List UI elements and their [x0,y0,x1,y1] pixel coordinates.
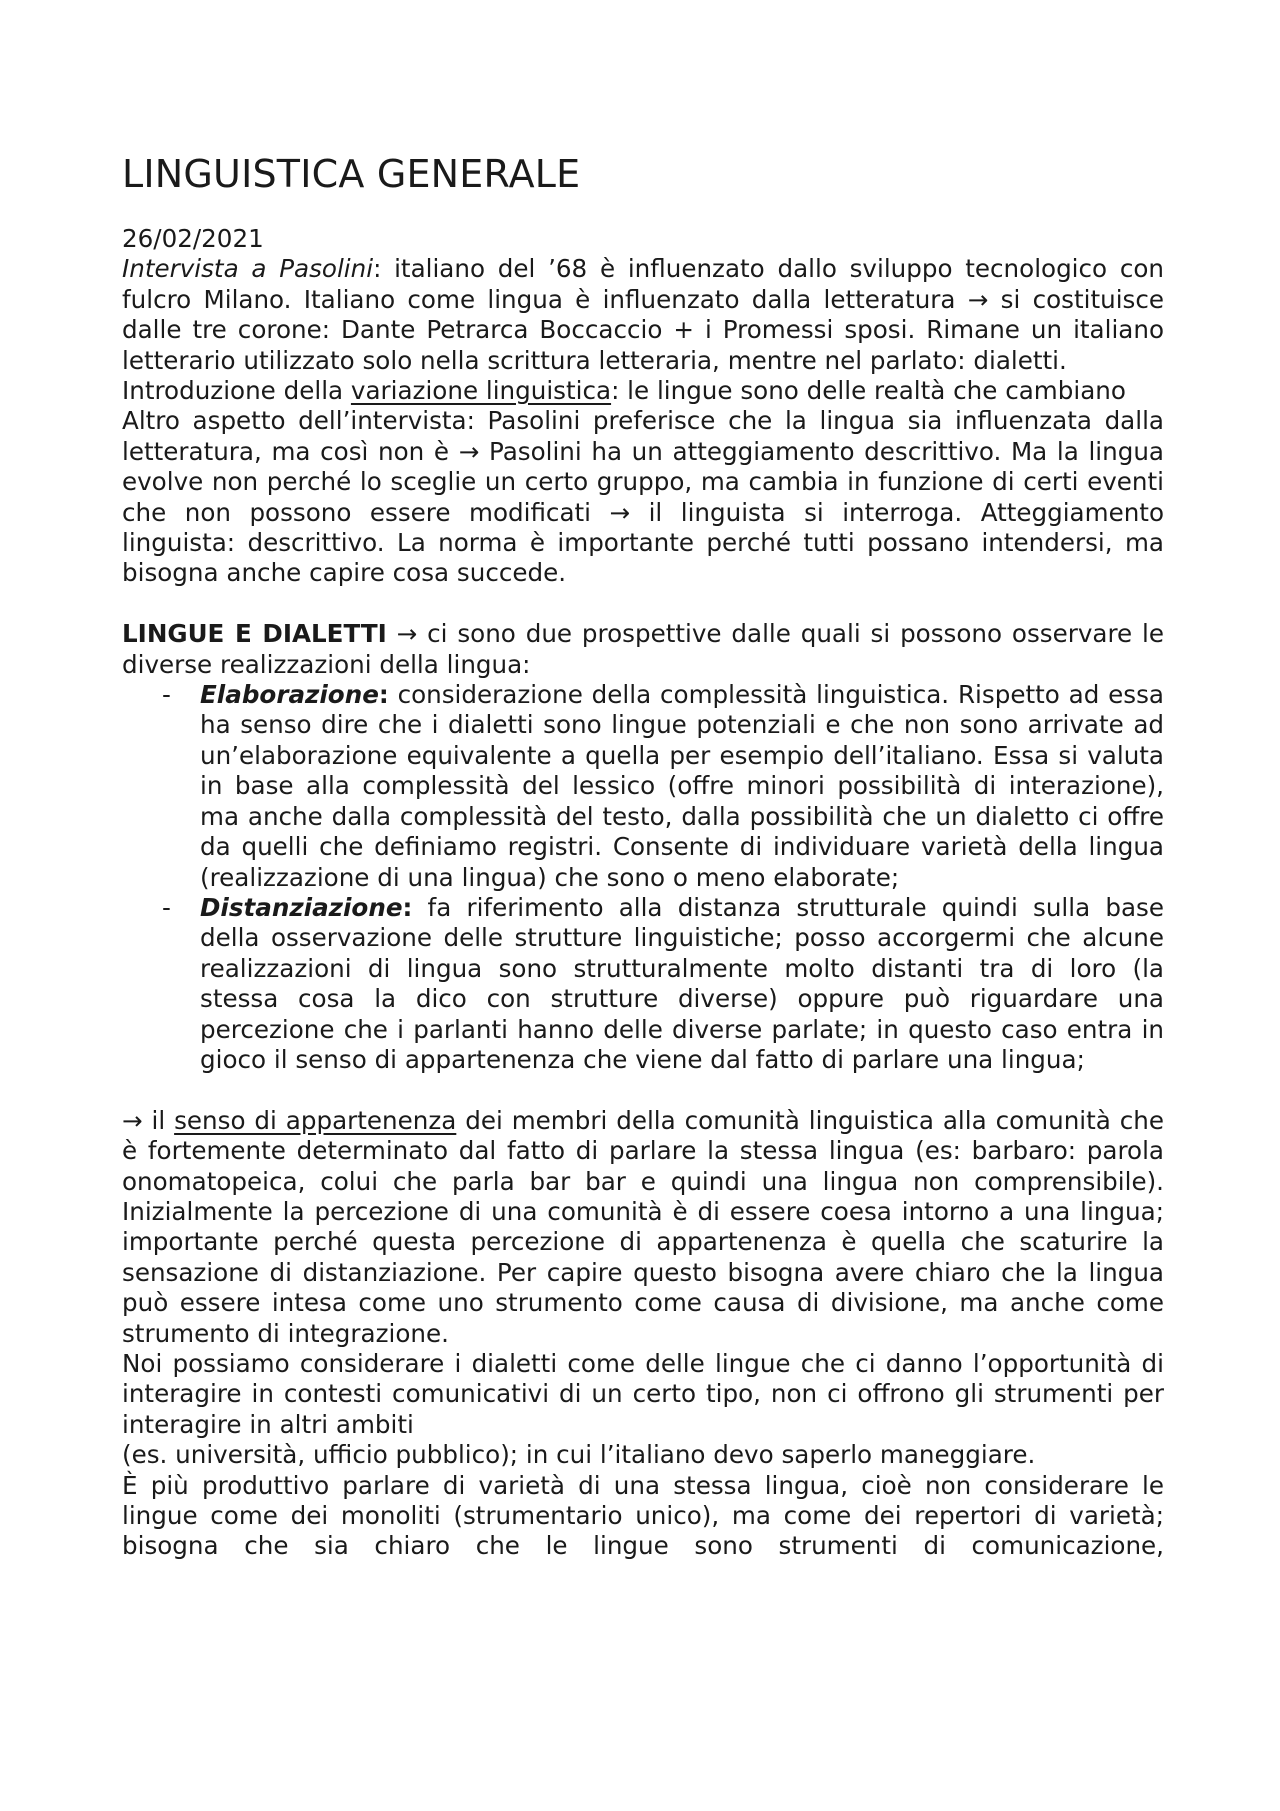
intro-paragraph [122,254,1164,376]
variazione-paragraph [122,376,1164,406]
variazione-after: : le lingue sono delle realtà che cambiano [611,376,1126,406]
appartenenza-text: dei membri della comunità linguistica alla comunità che è fortemente determinato dal fatto di parlare la stessa lingua (es: barbaro: parola onomatopeica, colui che parla bar bar e quindi una lingua non comprensibile). Inizialmente la percezione di una comunità è di essere coesa intorno a una lingua; importante perché questa percezione di appartenenza è quella che scaturire la sensazione di distanziazione. Per capire questo bisogna avere chiaro che la lingua può essere intesa come uno strumento come causa di divisione, ma anche come strumento di integrazione. [122,1105,1164,1348]
list-item [122,680,1164,893]
intro-text: : italiano del ’68 è influenzato dallo sviluppo tecnologico con fulcro Milano. Italiano come lingua è influenzato dalla letteratura → si costituisce dalle tre corone: Dante Petrarca Boccaccio + i Promessi sposi. Rimane un italiano letterario utilizzato solo nella scrittura letteraria, mentre nel parlato: dialetti. [122,254,1164,375]
item-term: Distanziazione [200,892,403,922]
section-intro-paragraph [122,619,1164,680]
variazione-before: Introduzione della [122,376,351,406]
perspectives-list [122,680,1164,1075]
item-text: considerazione della complessità linguistica. Rispetto ad essa ha senso dire che i dialetti sono lingue potenziali e che non sono arrivate ad un’elaborazione equivalente a quella per esempio dell’italiano. Essa si valuta in base alla complessità del lessico (offre minori possibilità di interazione), ma anche dalla complessità del testo, dalla possibilità che un dialetto ci offre da quelli che definiamo registri. Consente di individuare varietà della lingua (realizzazione di una lingua) che sono o meno elaborate; [200,680,1164,892]
dialetti-continuation: (es. università, ufficio pubblico); in cui l’italiano devo saperlo maneggiare. [122,1440,1036,1470]
document-title: LINGUISTICA GENERALE [122,152,581,196]
varieta-paragraph: È più produttivo parlare di varietà di una stessa lingua, cioè non considerare le lingue come dei monoliti (strumentario unico), ma come dei repertori di varietà; bisogna che sia chiaro che le lingue sono strumenti di comunicazione, [122,1470,1164,1561]
section-text: → ci sono due prospettive dalle quali si possono osservare le diverse realizzazioni della lingua: [122,619,1164,679]
item-colon: : [378,680,389,710]
aspetto-paragraph: Altro aspetto dell’intervista: Pasolini preferisce che la lingua sia influenzata dalla letteratura, ma così non è → Pasolini ha un atteggiamento descrittivo. Ma la lingua evolve non perché lo sceglie un certo gruppo, ma cambia in funzione di certi eventi che non possono essere modificati → il linguista si interroga. Atteggiamento linguista: descrittivo. La norma è importante perché tutti possano intendersi, ma bisogna anche capire cosa succede. [122,406,1164,588]
list-item [122,893,1164,1075]
variazione-term: variazione linguistica [350,376,612,406]
appartenenza-paragraph [122,1106,1164,1349]
blank-line [122,589,1164,619]
item-text: fa riferimento alla distanza strutturale quindi sulla base della osservazione delle strutture linguistiche; posso accorgermi che alcune realizzazioni di lingua sono strutturalmente molto distanti tra di loro (la stessa cosa la dico con strutture diverse) oppure può riguardare una percezione che i parlanti hanno delle diverse parlate; in questo caso entra in gioco il senso di appartenenza che viene dal fatto di parlare una lingua; [200,892,1164,1074]
appartenenza-term: senso di appartenenza [174,1105,457,1135]
appartenenza-arrow: → il [122,1105,175,1135]
date-line: 26/02/2021 [122,224,264,253]
intro-lead: Intervista a Pasolini [122,254,374,284]
section-heading: LINGUE E DIALETTI [122,619,387,649]
dash-marker: - [162,680,171,710]
item-colon: : [402,892,413,922]
blank-line [122,1075,1164,1105]
dash-marker: - [162,892,171,922]
item-term: Elaborazione [200,680,379,710]
dialetti-paragraph: Noi possiamo considerare i dialetti come delle lingue che ci danno l’opportunità di interagire in contesti comunicativi di un certo tipo, non ci offrono gli strumenti per interagire in altri ambiti [122,1349,1164,1439]
